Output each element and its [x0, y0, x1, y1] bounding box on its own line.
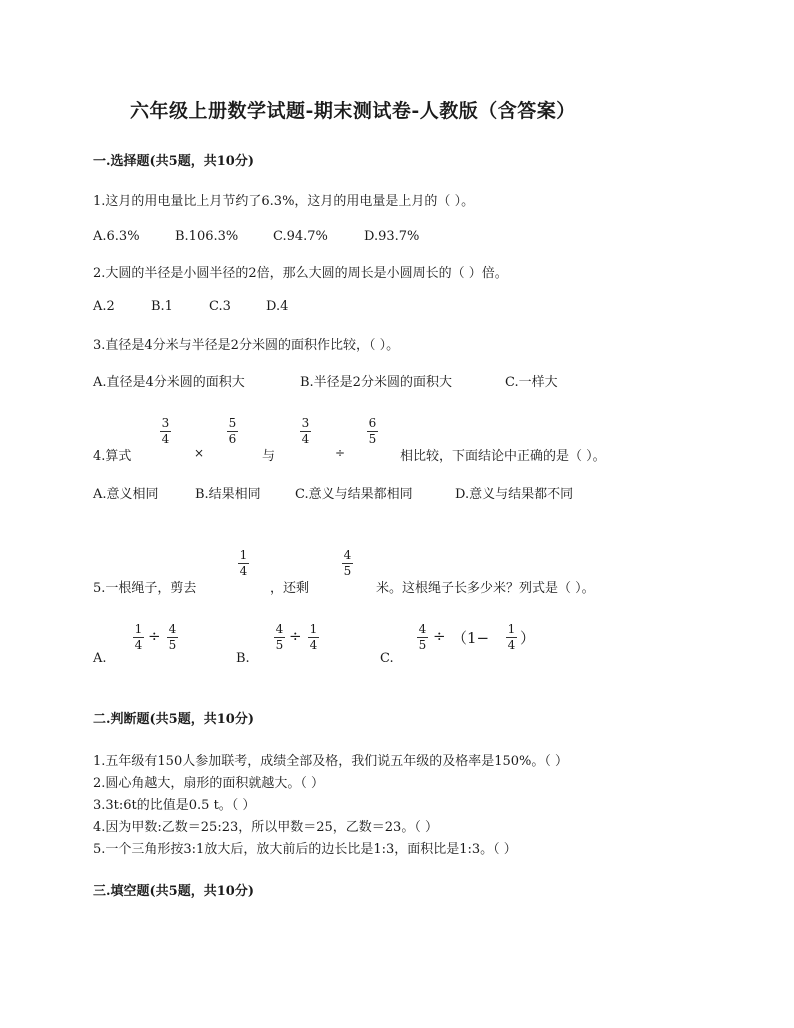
choice-q5-mid: ，还剩: [270, 581, 310, 596]
choice-q5-a-fraction-1: [133, 623, 144, 652]
choice-q3-text: 3.直径是4分米与半径是2分米圆的面积作比较，（ ）。: [93, 338, 400, 353]
denominator: 6: [228, 432, 237, 446]
choice-q4-fraction-2: [227, 417, 238, 446]
choice-q1-text: 1.这月的用电量比上月节约了6.3%，这月的用电量是上月的（ ）。: [93, 194, 475, 209]
judge-q4-text: 4.因为甲数:乙数＝25:23，所以甲数＝25，乙数＝23。（ ）: [93, 820, 438, 835]
choice-q5-a-operator: ÷: [148, 627, 161, 645]
choice-q4-suffix: 相比较，下面结论中正确的是（ ）。: [400, 449, 606, 464]
numerator: 1: [239, 548, 248, 562]
numerator: 1: [507, 622, 516, 636]
choice-q2-option-d: D.4: [266, 299, 289, 314]
choice-q1-option-a: A.6.3%: [93, 229, 140, 244]
choice-q5-option-c: C.: [380, 651, 394, 666]
choice-q5-suffix: 米。这根绳子长多少米？列式是（ ）。: [376, 581, 595, 596]
numerator: 6: [368, 416, 377, 430]
choice-q5-c-operator: ÷: [433, 627, 446, 645]
denominator: 4: [309, 638, 318, 652]
choice-q5-option-a: A.: [93, 651, 107, 666]
choice-q1-option-d: D.93.7%: [364, 229, 420, 244]
choice-q5-b-fraction-1: [274, 623, 285, 652]
numerator: 3: [161, 416, 170, 430]
denominator: 5: [418, 638, 427, 652]
choice-q4-prefix: 4.算式: [93, 449, 132, 464]
denominator: 4: [161, 432, 170, 446]
choice-q5-c-paren-close: ）: [520, 629, 536, 647]
numerator: 4: [275, 622, 284, 636]
numerator: 3: [301, 416, 310, 430]
choice-q1-option-c: C.94.7%: [273, 229, 328, 244]
numerator: 5: [228, 416, 237, 430]
denominator: 5: [368, 432, 377, 446]
numerator: 1: [309, 622, 318, 636]
choice-q4-fraction-1: [160, 417, 171, 446]
choice-q3-option-a: A.直径是4分米圆的面积大: [93, 375, 245, 390]
section-heading-judge: 二.判断题(共5题，共10分): [93, 712, 254, 727]
denominator: 4: [134, 638, 143, 652]
judge-q3-text: 3.3t:6t的比值是0.5 t。（ ）: [93, 798, 256, 813]
numerator: 1: [134, 622, 143, 636]
choice-q5-option-b: B.: [236, 651, 250, 666]
choice-q4-option-c: C.意义与结果都相同: [295, 487, 413, 502]
choice-q5-c-paren-open: （1−: [452, 629, 490, 647]
numerator: 4: [343, 548, 352, 562]
choice-q2-text: 2.大圆的半径是小圆半径的2倍，那么大圆的周长是小圆周长的（ ）倍。: [93, 266, 508, 281]
choice-q1-option-b: B.106.3%: [175, 229, 239, 244]
choice-q5-b-operator: ÷: [289, 627, 302, 645]
section-heading-fill: 三.填空题(共5题，共10分): [93, 884, 254, 899]
choice-q3-option-c: C.一样大: [505, 375, 558, 390]
numerator: 4: [168, 622, 177, 636]
choice-q2-option-a: A.2: [93, 299, 115, 314]
choice-q5-c-fraction-1: [417, 623, 428, 652]
choice-q4-fraction-4: [367, 417, 378, 446]
numerator: 4: [418, 622, 427, 636]
choice-q2-option-b: B.1: [151, 299, 173, 314]
choice-q5-fraction-1: [238, 549, 249, 578]
choice-q5-a-fraction-2: [167, 623, 178, 652]
denominator: 4: [507, 638, 516, 652]
denominator: 4: [239, 564, 248, 578]
judge-q1-text: 1.五年级有150人参加联考，成绩全部及格，我们说五年级的及格率是150%。（ ）: [93, 754, 569, 769]
choice-q4-option-b: B.结果相同: [195, 487, 261, 502]
choice-q4-operator-1: ×: [194, 446, 205, 460]
denominator: 5: [275, 638, 284, 652]
choice-q5-prefix: 5.一根绳子，剪去: [93, 581, 197, 596]
judge-q2-text: 2.圆心角越大，扇形的面积就越大。（ ）: [93, 776, 325, 791]
choice-q4-mid: 与: [262, 449, 276, 464]
choice-q4-fraction-3: [300, 417, 311, 446]
choice-q4-option-d: D.意义与结果都不同: [455, 487, 574, 502]
choice-q5-c-fraction-2: [506, 623, 517, 652]
choice-q4-option-a: A.意义相同: [93, 487, 159, 502]
choice-q2-option-c: C.3: [209, 299, 231, 314]
section-heading-choice: 一.选择题(共5题，共10分): [93, 154, 254, 169]
judge-q5-text: 5.一个三角形按3:1放大后，放大前后的边长比是1:3，面积比是1:3。（ ）: [93, 842, 517, 857]
denominator: 5: [343, 564, 352, 578]
choice-q5-b-fraction-2: [308, 623, 319, 652]
denominator: 5: [168, 638, 177, 652]
page-title: 六年级上册数学试题-期末测试卷-人教版（含答案）: [130, 100, 576, 122]
denominator: 4: [301, 432, 310, 446]
choice-q5-fraction-2: [342, 549, 353, 578]
choice-q3-option-b: B.半径是2分米圆的面积大: [300, 375, 452, 390]
choice-q4-operator-2: ÷: [335, 446, 346, 460]
